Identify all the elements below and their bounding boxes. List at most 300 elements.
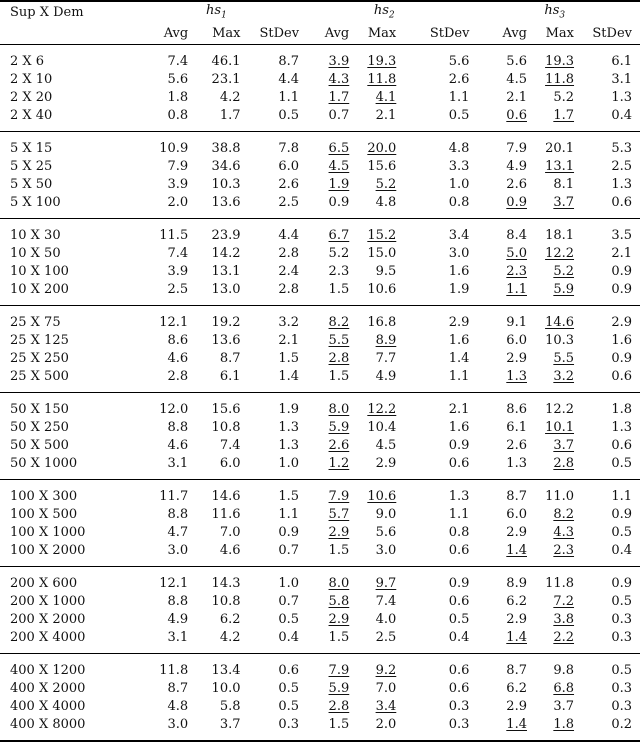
best-value-mark: 11.8 bbox=[367, 71, 397, 87]
table-cell: 0.8 bbox=[448, 194, 470, 210]
table-row bbox=[0, 368, 640, 393]
table-cell: 1.5 bbox=[328, 629, 350, 645]
table-cell: 11.0 bbox=[527, 479, 574, 506]
table-cell bbox=[527, 542, 574, 567]
table-cell bbox=[527, 350, 574, 368]
table-cell: 3.0 bbox=[448, 245, 470, 261]
table-cell: 0.9 bbox=[278, 524, 300, 540]
table-cell: 7.0 bbox=[219, 524, 241, 540]
best-value-mark: 19.3 bbox=[545, 53, 575, 69]
table-row bbox=[0, 680, 640, 698]
best-value-mark: 15.2 bbox=[367, 227, 397, 243]
table-cell: 0.5 bbox=[278, 680, 300, 696]
row-label: 400 X 1200 bbox=[0, 653, 134, 680]
table-cell bbox=[469, 107, 527, 132]
table-cell: 2.9 bbox=[574, 305, 640, 332]
table-cell: 1.0 bbox=[241, 566, 300, 593]
table-cell: 6.0 bbox=[506, 332, 527, 348]
best-value-mark: 3.7 bbox=[553, 437, 575, 453]
table-cell bbox=[469, 281, 527, 306]
table-cell: 13.6 bbox=[211, 332, 241, 348]
best-value-mark: 8.9 bbox=[375, 332, 397, 348]
best-value-mark: 7.9 bbox=[328, 662, 350, 678]
best-value-mark: 13.1 bbox=[545, 158, 575, 174]
table-cell: 9.8 bbox=[527, 653, 574, 680]
table-cell: 11.5 bbox=[134, 218, 188, 245]
best-value-mark: 10.1 bbox=[545, 419, 575, 435]
table-cell: 1.1 bbox=[448, 89, 470, 105]
table-cell: 2.1 bbox=[375, 107, 397, 123]
table-cell bbox=[527, 44, 574, 71]
table-cell: 0.9 bbox=[328, 194, 350, 210]
col-header-avg: Avg bbox=[134, 25, 188, 45]
table-cell: 10.3 bbox=[211, 176, 241, 192]
table-cell: 0.6 bbox=[448, 680, 470, 696]
table-cell bbox=[349, 566, 396, 593]
table-cell: 15.0 bbox=[367, 245, 397, 261]
row-label: 5 X 100 bbox=[10, 194, 61, 210]
best-value-mark: 7.2 bbox=[553, 593, 575, 609]
best-value-mark: 4.3 bbox=[328, 71, 350, 87]
row-label: 100 X 2000 bbox=[10, 542, 86, 558]
table-cell: 2.5 bbox=[278, 194, 300, 210]
table-cell bbox=[299, 218, 349, 245]
best-value-mark: 5.5 bbox=[553, 350, 575, 366]
row-label: 200 X 2000 bbox=[10, 611, 86, 627]
table-cell bbox=[299, 455, 349, 480]
table-cell: 8.1 bbox=[553, 176, 575, 192]
table-cell: 46.1 bbox=[211, 53, 241, 69]
table-cell: 2.1 bbox=[611, 245, 632, 261]
table-cell: 8.4 bbox=[469, 218, 527, 245]
table-cell: 2.0 bbox=[167, 194, 189, 210]
table-cell: 15.6 bbox=[188, 392, 240, 419]
table-cell: 0.9 bbox=[574, 566, 640, 593]
best-value-mark: 5.5 bbox=[328, 332, 350, 348]
table-cell: 3.4 bbox=[396, 218, 469, 245]
table-cell: 0.8 bbox=[448, 524, 470, 540]
table-cell: 0.9 bbox=[611, 350, 632, 366]
table-cell: 1.5 bbox=[241, 479, 300, 506]
table-cell bbox=[469, 263, 527, 281]
table-cell: 2.6 bbox=[506, 437, 527, 453]
col-header-stdev: StDev bbox=[396, 25, 469, 45]
table-cell: 38.8 bbox=[188, 131, 240, 158]
table-cell: 0.6 bbox=[611, 194, 632, 210]
table-cell: 7.9 bbox=[167, 158, 189, 174]
table-cell: 0.9 bbox=[611, 263, 632, 279]
table-cell: 0.5 bbox=[448, 611, 470, 627]
best-value-mark: 1.8 bbox=[553, 716, 575, 732]
table-cell bbox=[299, 566, 349, 593]
table-cell: 1.8 bbox=[167, 89, 189, 105]
table-cell: 15.6 bbox=[367, 158, 397, 174]
table-cell: 9.0 bbox=[375, 506, 397, 522]
table-cell: 4.7 bbox=[167, 524, 189, 540]
row-label: 10 X 100 bbox=[10, 263, 69, 279]
table-cell: 11.6 bbox=[211, 506, 241, 522]
table-cell: 6.0 bbox=[278, 158, 300, 174]
table-cell: 3.0 bbox=[134, 716, 188, 741]
table-cell: 3.9 bbox=[167, 263, 189, 279]
table-cell: 2.5 bbox=[167, 281, 189, 297]
table-cell: 1.5 bbox=[278, 350, 300, 366]
table-cell: 0.3 bbox=[448, 698, 470, 714]
best-value-mark: 9.2 bbox=[375, 662, 397, 678]
table-cell: 1.1 bbox=[448, 506, 470, 522]
corner-header: Sup X Dem bbox=[0, 1, 134, 25]
table-cell: 0.8 bbox=[167, 107, 189, 123]
table-cell bbox=[299, 506, 349, 524]
best-value-mark: 3.9 bbox=[328, 53, 350, 69]
table-cell bbox=[299, 350, 349, 368]
table-cell: 13.6 bbox=[211, 194, 241, 210]
table-cell: 0.5 bbox=[448, 107, 470, 123]
table-cell: 1.1 bbox=[574, 479, 640, 506]
table-cell bbox=[469, 629, 527, 654]
best-value-mark: 6.8 bbox=[553, 680, 575, 696]
row-label: 100 X 300 bbox=[0, 479, 134, 506]
table-row bbox=[0, 107, 640, 132]
col-header-avg: Avg bbox=[469, 25, 527, 45]
table-cell: 1.1 bbox=[278, 89, 300, 105]
table-cell: 2.5 bbox=[611, 158, 632, 174]
table-cell: 14.6 bbox=[188, 479, 240, 506]
table-cell: 10.8 bbox=[211, 593, 241, 609]
table-cell: 3.7 bbox=[553, 698, 575, 714]
table-cell: 1.3 bbox=[278, 419, 300, 435]
best-value-mark: 8.0 bbox=[328, 575, 350, 591]
table-cell: 5.2 bbox=[553, 89, 575, 105]
table-cell bbox=[299, 332, 349, 350]
table-cell: 7.8 bbox=[241, 131, 300, 158]
table-cell: 5.6 bbox=[506, 53, 527, 69]
table-row bbox=[0, 566, 640, 593]
table-cell: 6.1 bbox=[219, 368, 241, 384]
col-header-max: Max bbox=[188, 25, 240, 45]
table-cell: 3.1 bbox=[167, 629, 189, 645]
row-label: 25 X 75 bbox=[0, 305, 134, 332]
table-cell: 2.4 bbox=[278, 263, 300, 279]
table-cell: 13.0 bbox=[211, 281, 241, 297]
table-cell bbox=[299, 305, 349, 332]
table-cell: 0.2 bbox=[574, 716, 640, 741]
table-cell: 12.1 bbox=[134, 566, 188, 593]
table-cell: 1.3 bbox=[611, 176, 632, 192]
row-label: 200 X 600 bbox=[0, 566, 134, 593]
table-cell bbox=[527, 419, 574, 437]
table-cell: 7.4 bbox=[167, 245, 189, 261]
table-cell: 4.0 bbox=[375, 611, 397, 627]
table-cell: 19.2 bbox=[188, 305, 240, 332]
row-label: 10 X 30 bbox=[0, 218, 134, 245]
table-cell bbox=[299, 392, 349, 419]
table-cell: 2.8 bbox=[167, 368, 189, 384]
group-header-hs2: $hs_2$ bbox=[299, 1, 469, 25]
table-cell: 0.6 bbox=[611, 368, 632, 384]
table-cell bbox=[469, 245, 527, 263]
table-cell bbox=[527, 281, 574, 306]
table-cell bbox=[469, 368, 527, 393]
table-cell: 3.1 bbox=[167, 455, 189, 471]
table-cell: 1.3 bbox=[611, 89, 632, 105]
table-body bbox=[0, 44, 640, 741]
table-cell: 23.9 bbox=[188, 218, 240, 245]
table-cell bbox=[527, 437, 574, 455]
best-value-mark: 3.2 bbox=[553, 368, 575, 384]
table-cell bbox=[527, 455, 574, 480]
table-cell bbox=[469, 194, 527, 219]
table-cell: 0.5 bbox=[278, 611, 300, 627]
table-cell: 12.1 bbox=[134, 305, 188, 332]
table-cell: 14.3 bbox=[188, 566, 240, 593]
table-cell: 5.6 bbox=[448, 53, 470, 69]
best-value-mark: 1.7 bbox=[328, 89, 350, 105]
table-cell: 0.6 bbox=[448, 593, 470, 609]
table-cell: 4.6 bbox=[167, 437, 189, 453]
table-cell: 5.6 bbox=[167, 71, 189, 87]
row-label: 50 X 500 bbox=[10, 437, 69, 453]
table-cell: 5.2 bbox=[328, 245, 350, 261]
table-cell bbox=[349, 392, 396, 419]
row-label: 50 X 1000 bbox=[10, 455, 78, 471]
table-cell bbox=[299, 419, 349, 437]
table-cell: 8.6 bbox=[469, 392, 527, 419]
table-cell: 0.9 bbox=[396, 566, 469, 593]
table-cell: 3.2 bbox=[241, 305, 300, 332]
table-cell: 8.8 bbox=[167, 419, 189, 435]
best-value-mark: 1.2 bbox=[328, 455, 350, 471]
table-cell bbox=[527, 629, 574, 654]
table-cell: 1.1 bbox=[278, 506, 300, 522]
best-value-mark: 2.8 bbox=[328, 698, 350, 714]
best-value-mark: 5.2 bbox=[375, 176, 397, 192]
table-cell: 16.8 bbox=[349, 305, 396, 332]
table-cell: 0.4 bbox=[448, 629, 470, 645]
table-row bbox=[0, 629, 640, 654]
table-cell: 10.4 bbox=[367, 419, 397, 435]
table-cell: 6.1 bbox=[611, 53, 632, 69]
table-cell bbox=[299, 44, 349, 71]
row-label: 5 X 50 bbox=[10, 176, 53, 192]
table-cell: 0.9 bbox=[611, 281, 632, 297]
table-cell: 7.4 bbox=[219, 437, 241, 453]
table-cell bbox=[527, 107, 574, 132]
table-cell bbox=[299, 89, 349, 107]
row-label: 200 X 4000 bbox=[10, 629, 86, 645]
row-label: 100 X 500 bbox=[10, 506, 78, 522]
table-cell: 1.9 bbox=[448, 281, 470, 297]
table-cell: 11.8 bbox=[134, 653, 188, 680]
table-cell: 2.9 bbox=[506, 698, 527, 714]
table-row bbox=[0, 524, 640, 542]
table-cell bbox=[527, 716, 574, 741]
table-cell bbox=[527, 593, 574, 611]
best-value-mark: 6.7 bbox=[328, 227, 350, 243]
table-cell: 2.1 bbox=[506, 89, 527, 105]
table-row bbox=[0, 44, 640, 71]
row-label: 10 X 200 bbox=[10, 281, 69, 297]
table-row bbox=[0, 419, 640, 437]
best-value-mark: 1.4 bbox=[506, 629, 527, 645]
table-cell: 5.8 bbox=[219, 698, 241, 714]
table-cell bbox=[299, 158, 349, 176]
table-cell bbox=[349, 131, 396, 158]
table-cell: 10.9 bbox=[134, 131, 188, 158]
table-cell bbox=[299, 698, 349, 716]
table-cell: 11.8 bbox=[527, 566, 574, 593]
col-header-stdev: StDev bbox=[241, 25, 300, 45]
best-value-mark: 12.2 bbox=[367, 401, 397, 417]
table-cell: 14.2 bbox=[211, 245, 241, 261]
best-value-mark: 1.3 bbox=[506, 368, 527, 384]
table-cell: 2.0 bbox=[349, 716, 396, 741]
table-cell: 0.9 bbox=[611, 506, 632, 522]
table-cell: 1.5 bbox=[328, 281, 350, 297]
table-row bbox=[0, 158, 640, 176]
table-cell: 0.5 bbox=[278, 107, 300, 123]
table-cell: 11.7 bbox=[134, 479, 188, 506]
best-value-mark: 3.8 bbox=[553, 611, 575, 627]
row-label: 2 X 6 bbox=[10, 53, 45, 69]
table-cell bbox=[527, 680, 574, 698]
table-row bbox=[0, 332, 640, 350]
table-cell: 1.3 bbox=[611, 419, 632, 435]
table-cell bbox=[349, 176, 396, 194]
best-value-mark: 19.3 bbox=[367, 53, 397, 69]
best-value-mark: 10.6 bbox=[367, 488, 397, 504]
table-cell: 1.9 bbox=[241, 392, 300, 419]
table-cell: 8.8 bbox=[167, 593, 189, 609]
table-cell bbox=[527, 158, 574, 176]
best-value-mark: 4.3 bbox=[553, 524, 575, 540]
table-cell: 7.7 bbox=[375, 350, 397, 366]
table-cell: 8.7 bbox=[278, 53, 300, 69]
table-cell: 4.2 bbox=[219, 629, 241, 645]
best-value-mark: 5.7 bbox=[328, 506, 350, 522]
subcolumn-header-row bbox=[0, 25, 640, 45]
table-cell bbox=[527, 245, 574, 263]
table-cell: 23.1 bbox=[211, 71, 241, 87]
row-label: 2 X 10 bbox=[10, 71, 53, 87]
table-cell: 4.4 bbox=[278, 71, 300, 87]
table-cell: 1.6 bbox=[448, 263, 470, 279]
table-cell: 5.3 bbox=[574, 131, 640, 158]
table-cell: 0.3 bbox=[611, 629, 632, 645]
table-row bbox=[0, 392, 640, 419]
table-cell: 2.1 bbox=[396, 392, 469, 419]
table-cell: 1.5 bbox=[328, 368, 350, 384]
table-cell: 0.6 bbox=[448, 455, 470, 471]
table-cell bbox=[349, 653, 396, 680]
table-cell: 8.7 bbox=[167, 680, 189, 696]
table-cell: 8.8 bbox=[167, 506, 189, 522]
best-value-mark: 1.4 bbox=[506, 716, 527, 732]
table-cell bbox=[299, 71, 349, 89]
table-row bbox=[0, 263, 640, 281]
table-cell: 10.6 bbox=[367, 281, 397, 297]
table-cell: 0.7 bbox=[278, 542, 300, 558]
table-cell: 3.5 bbox=[574, 218, 640, 245]
table-cell: 1.0 bbox=[278, 455, 300, 471]
table-cell: 3.1 bbox=[611, 71, 632, 87]
table-cell: 1.5 bbox=[299, 716, 349, 741]
best-value-mark: 20.0 bbox=[367, 140, 397, 156]
table-cell: 1.1 bbox=[448, 368, 470, 384]
table-cell: 4.9 bbox=[167, 611, 189, 627]
table-cell: 2.9 bbox=[506, 350, 527, 366]
table-cell bbox=[299, 176, 349, 194]
table-cell: 8.9 bbox=[469, 566, 527, 593]
table-row bbox=[0, 611, 640, 629]
table-cell bbox=[299, 593, 349, 611]
best-value-mark: 5.9 bbox=[328, 680, 350, 696]
table-cell: 2.9 bbox=[396, 305, 469, 332]
table-cell: 1.3 bbox=[396, 479, 469, 506]
best-value-mark: 2.8 bbox=[328, 350, 350, 366]
table-cell: 2.8 bbox=[278, 281, 300, 297]
table-cell: 3.0 bbox=[375, 542, 397, 558]
table-cell: 0.3 bbox=[611, 680, 632, 696]
table-cell: 3.0 bbox=[167, 542, 189, 558]
table-cell: 6.0 bbox=[219, 455, 241, 471]
table-cell: 0.5 bbox=[611, 593, 632, 609]
table-cell: 18.1 bbox=[527, 218, 574, 245]
table-cell: 1.6 bbox=[611, 332, 632, 348]
table-cell: 2.6 bbox=[278, 176, 300, 192]
table-cell bbox=[469, 542, 527, 567]
table-cell: 8.7 bbox=[469, 653, 527, 680]
table-cell: 2.3 bbox=[328, 263, 350, 279]
col-header-stdev: StDev bbox=[574, 25, 640, 45]
table-cell: 0.3 bbox=[241, 716, 300, 741]
table-cell: 6.2 bbox=[219, 611, 241, 627]
table-row bbox=[0, 218, 640, 245]
row-label: 25 X 250 bbox=[10, 350, 69, 366]
table-cell bbox=[527, 611, 574, 629]
best-value-mark: 2.2 bbox=[553, 629, 575, 645]
row-label: 400 X 4000 bbox=[10, 698, 86, 714]
table-row bbox=[0, 281, 640, 306]
table-cell: 6.0 bbox=[506, 506, 527, 522]
table-cell: 0.4 bbox=[611, 542, 632, 558]
best-value-mark: 11.8 bbox=[545, 71, 575, 87]
table-cell bbox=[349, 479, 396, 506]
table-row bbox=[0, 593, 640, 611]
table-cell: 4.8 bbox=[375, 194, 397, 210]
table-cell: 6.2 bbox=[506, 593, 527, 609]
table-cell: 2.6 bbox=[506, 176, 527, 192]
table-cell bbox=[527, 194, 574, 219]
table-cell: 8.7 bbox=[469, 479, 527, 506]
table-cell bbox=[349, 698, 396, 716]
best-value-mark: 1.4 bbox=[506, 542, 527, 558]
table-cell bbox=[527, 524, 574, 542]
row-label: 2 X 40 bbox=[10, 107, 53, 123]
table-cell: 5.6 bbox=[375, 524, 397, 540]
table-cell: 13.1 bbox=[211, 263, 241, 279]
table-cell: 2.8 bbox=[278, 245, 300, 261]
table-cell bbox=[299, 479, 349, 506]
table-cell: 12.0 bbox=[134, 392, 188, 419]
table-cell: 9.5 bbox=[375, 263, 397, 279]
row-label: 5 X 25 bbox=[10, 158, 53, 174]
table-cell bbox=[527, 368, 574, 393]
table-row bbox=[0, 479, 640, 506]
row-label: 25 X 125 bbox=[10, 332, 69, 348]
best-value-mark: 8.2 bbox=[553, 506, 575, 522]
table-cell: 1.7 bbox=[219, 107, 241, 123]
